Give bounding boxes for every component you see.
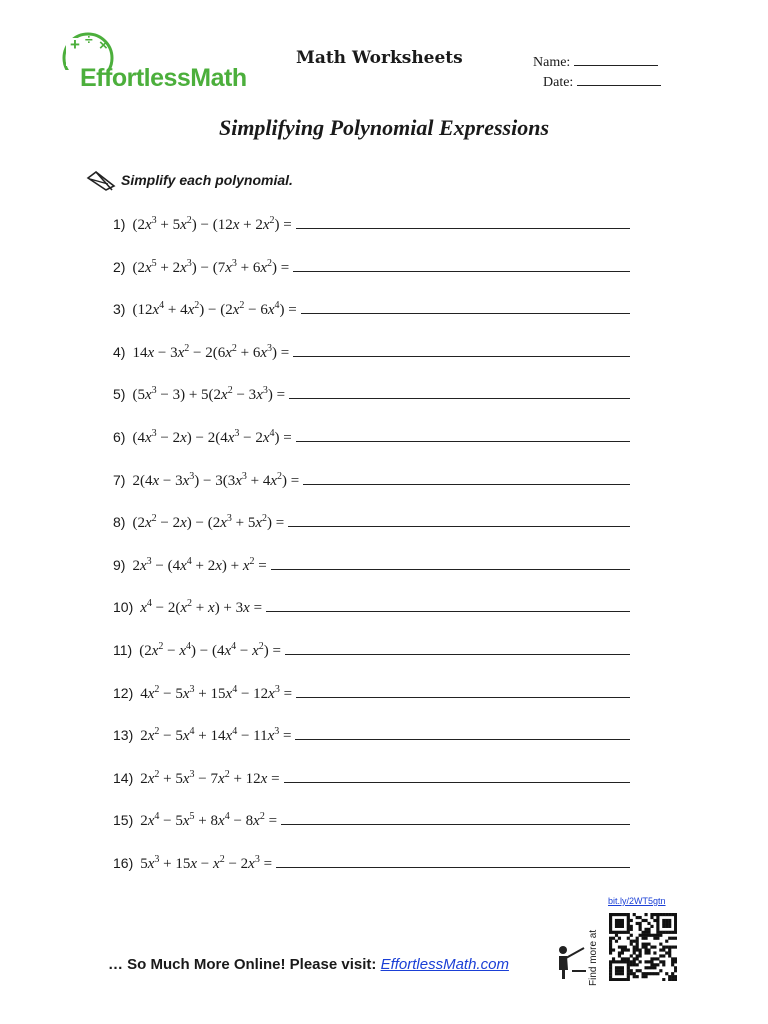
answer-line[interactable] bbox=[303, 470, 630, 485]
find-more-label: Find more at bbox=[588, 929, 599, 986]
problem-number: 13) bbox=[113, 727, 134, 744]
problem-number: 14) bbox=[113, 769, 134, 786]
problem-expression: $4x^2 - 5x^3 + 15x^4 - 12x^3$ = bbox=[140, 683, 293, 702]
footer-website-link[interactable]: EffortlessMath.com bbox=[380, 956, 509, 973]
problem-row bbox=[113, 510, 630, 534]
problem-expression: $2x^3 - (4x^4 + 2x) + x^2$ = bbox=[132, 555, 267, 574]
answer-line[interactable] bbox=[296, 427, 630, 442]
problem-number: 11) bbox=[113, 642, 133, 658]
problem-expression: $(2x^5 + 2x^3) - (7x^3 + 6x^2)$ = bbox=[132, 257, 290, 276]
problem-number: 16) bbox=[113, 855, 134, 871]
answer-line[interactable] bbox=[295, 725, 630, 740]
footer-text bbox=[108, 956, 509, 973]
answer-line[interactable] bbox=[285, 640, 630, 655]
header-title: Math Worksheets bbox=[296, 48, 463, 68]
answer-line[interactable] bbox=[296, 214, 630, 229]
name-blank[interactable] bbox=[574, 55, 658, 66]
logo-text: EffortlessMath bbox=[80, 64, 247, 92]
problem-expression: $(4x^3 - 2x) - 2(4x^3 - 2x^4)$ = bbox=[132, 428, 292, 446]
name-field[interactable] bbox=[533, 55, 658, 71]
svg-text:×: × bbox=[99, 37, 108, 54]
date-field[interactable] bbox=[543, 75, 661, 91]
answer-line[interactable] bbox=[301, 299, 630, 314]
problem-expression: $2x^2 + 5x^3 - 7x^2 + 12x$ = bbox=[140, 768, 280, 787]
problem-number: 9) bbox=[113, 556, 126, 573]
problem-row bbox=[113, 595, 630, 619]
problem-row bbox=[113, 468, 630, 492]
problem-number: 3) bbox=[113, 301, 126, 318]
answer-line[interactable] bbox=[288, 512, 630, 527]
problem-row bbox=[113, 723, 630, 747]
svg-text:÷: ÷ bbox=[85, 31, 93, 47]
problem-row bbox=[113, 681, 630, 705]
teacher-icon bbox=[554, 944, 588, 980]
problem-row bbox=[113, 766, 630, 790]
footer-message: … So Much More Online! Please visit: bbox=[108, 956, 377, 973]
problem-number: 15) bbox=[113, 812, 134, 829]
answer-line[interactable] bbox=[281, 810, 630, 825]
problem-row bbox=[113, 297, 630, 321]
problem-row bbox=[113, 382, 630, 406]
problem-number: 10) bbox=[113, 599, 134, 616]
problem-expression: $2x^2 - 5x^4 + 14x^4 - 11x^3$ = bbox=[140, 726, 292, 745]
problem-number: 5) bbox=[113, 386, 126, 403]
problem-row bbox=[113, 808, 630, 832]
problem-expression: $2x^4 - 5x^5 + 8x^4 - 8x^2$ = bbox=[140, 811, 278, 830]
problem-number: 6) bbox=[113, 429, 126, 445]
problem-number: 1) bbox=[113, 216, 126, 232]
problem-row bbox=[113, 553, 630, 577]
problem-expression: $2(4x - 3x^3) - 3(3x^3 + 4x^2)$ = bbox=[132, 470, 300, 489]
problem-row bbox=[113, 851, 630, 875]
problem-row bbox=[113, 638, 630, 662]
worksheet-title: Simplifying Polynomial Expressions bbox=[218, 115, 550, 140]
answer-line[interactable] bbox=[296, 683, 630, 698]
answer-line[interactable] bbox=[293, 257, 630, 272]
problem-expression: $(12x^4 + 4x^2) - (2x^2 - 6x^4)$ = bbox=[132, 300, 297, 319]
effortlessmath-logo bbox=[62, 30, 252, 92]
date-label: Date: bbox=[543, 75, 574, 90]
svg-text:+: + bbox=[70, 35, 80, 54]
problem-expression: $(2x^3 + 5x^2) - (12x + 2x^2)$ = bbox=[132, 215, 292, 233]
instruction-text: Simplify each polynomial. bbox=[121, 172, 293, 188]
problem-expression: $(2x^2 - 2x) - (2x^3 + 5x^2)$ = bbox=[132, 513, 285, 532]
problem-number: 4) bbox=[113, 343, 126, 360]
name-label: Name: bbox=[533, 55, 571, 70]
date-blank[interactable] bbox=[577, 75, 661, 86]
pencil-paper-icon bbox=[86, 170, 116, 192]
problem-number: 12) bbox=[113, 684, 134, 701]
short-url-link[interactable]: bit.ly/2WT5gtn bbox=[608, 896, 666, 906]
problem-number: 2) bbox=[113, 258, 126, 275]
answer-line[interactable] bbox=[266, 597, 630, 612]
answer-line[interactable] bbox=[284, 768, 630, 783]
problem-row bbox=[113, 340, 630, 364]
problem-row bbox=[113, 212, 630, 236]
answer-line[interactable] bbox=[276, 853, 630, 868]
problem-row bbox=[113, 425, 630, 449]
problem-expression: $14x - 3x^2 - 2(6x^2 + 6x^3)$ = bbox=[132, 342, 290, 361]
answer-line[interactable] bbox=[293, 342, 630, 357]
problem-row bbox=[113, 255, 630, 279]
problem-expression: $5x^3 + 15x - x^2 - 2x^3$ = bbox=[140, 854, 273, 872]
answer-line[interactable] bbox=[289, 384, 630, 399]
problem-expression: $(2x^2 - x^4) - (4x^4 - x^2)$ = bbox=[139, 641, 281, 659]
problem-expression: $x^4 - 2(x^2 + x) + 3x$ = bbox=[140, 598, 263, 617]
problem-number: 7) bbox=[113, 471, 126, 488]
problem-number: 8) bbox=[113, 514, 126, 531]
problem-expression: $(5x^3 - 3) + 5(2x^2 - 3x^3)$ = bbox=[132, 385, 286, 404]
qr-code-icon[interactable] bbox=[609, 913, 677, 981]
answer-line[interactable] bbox=[271, 555, 630, 570]
